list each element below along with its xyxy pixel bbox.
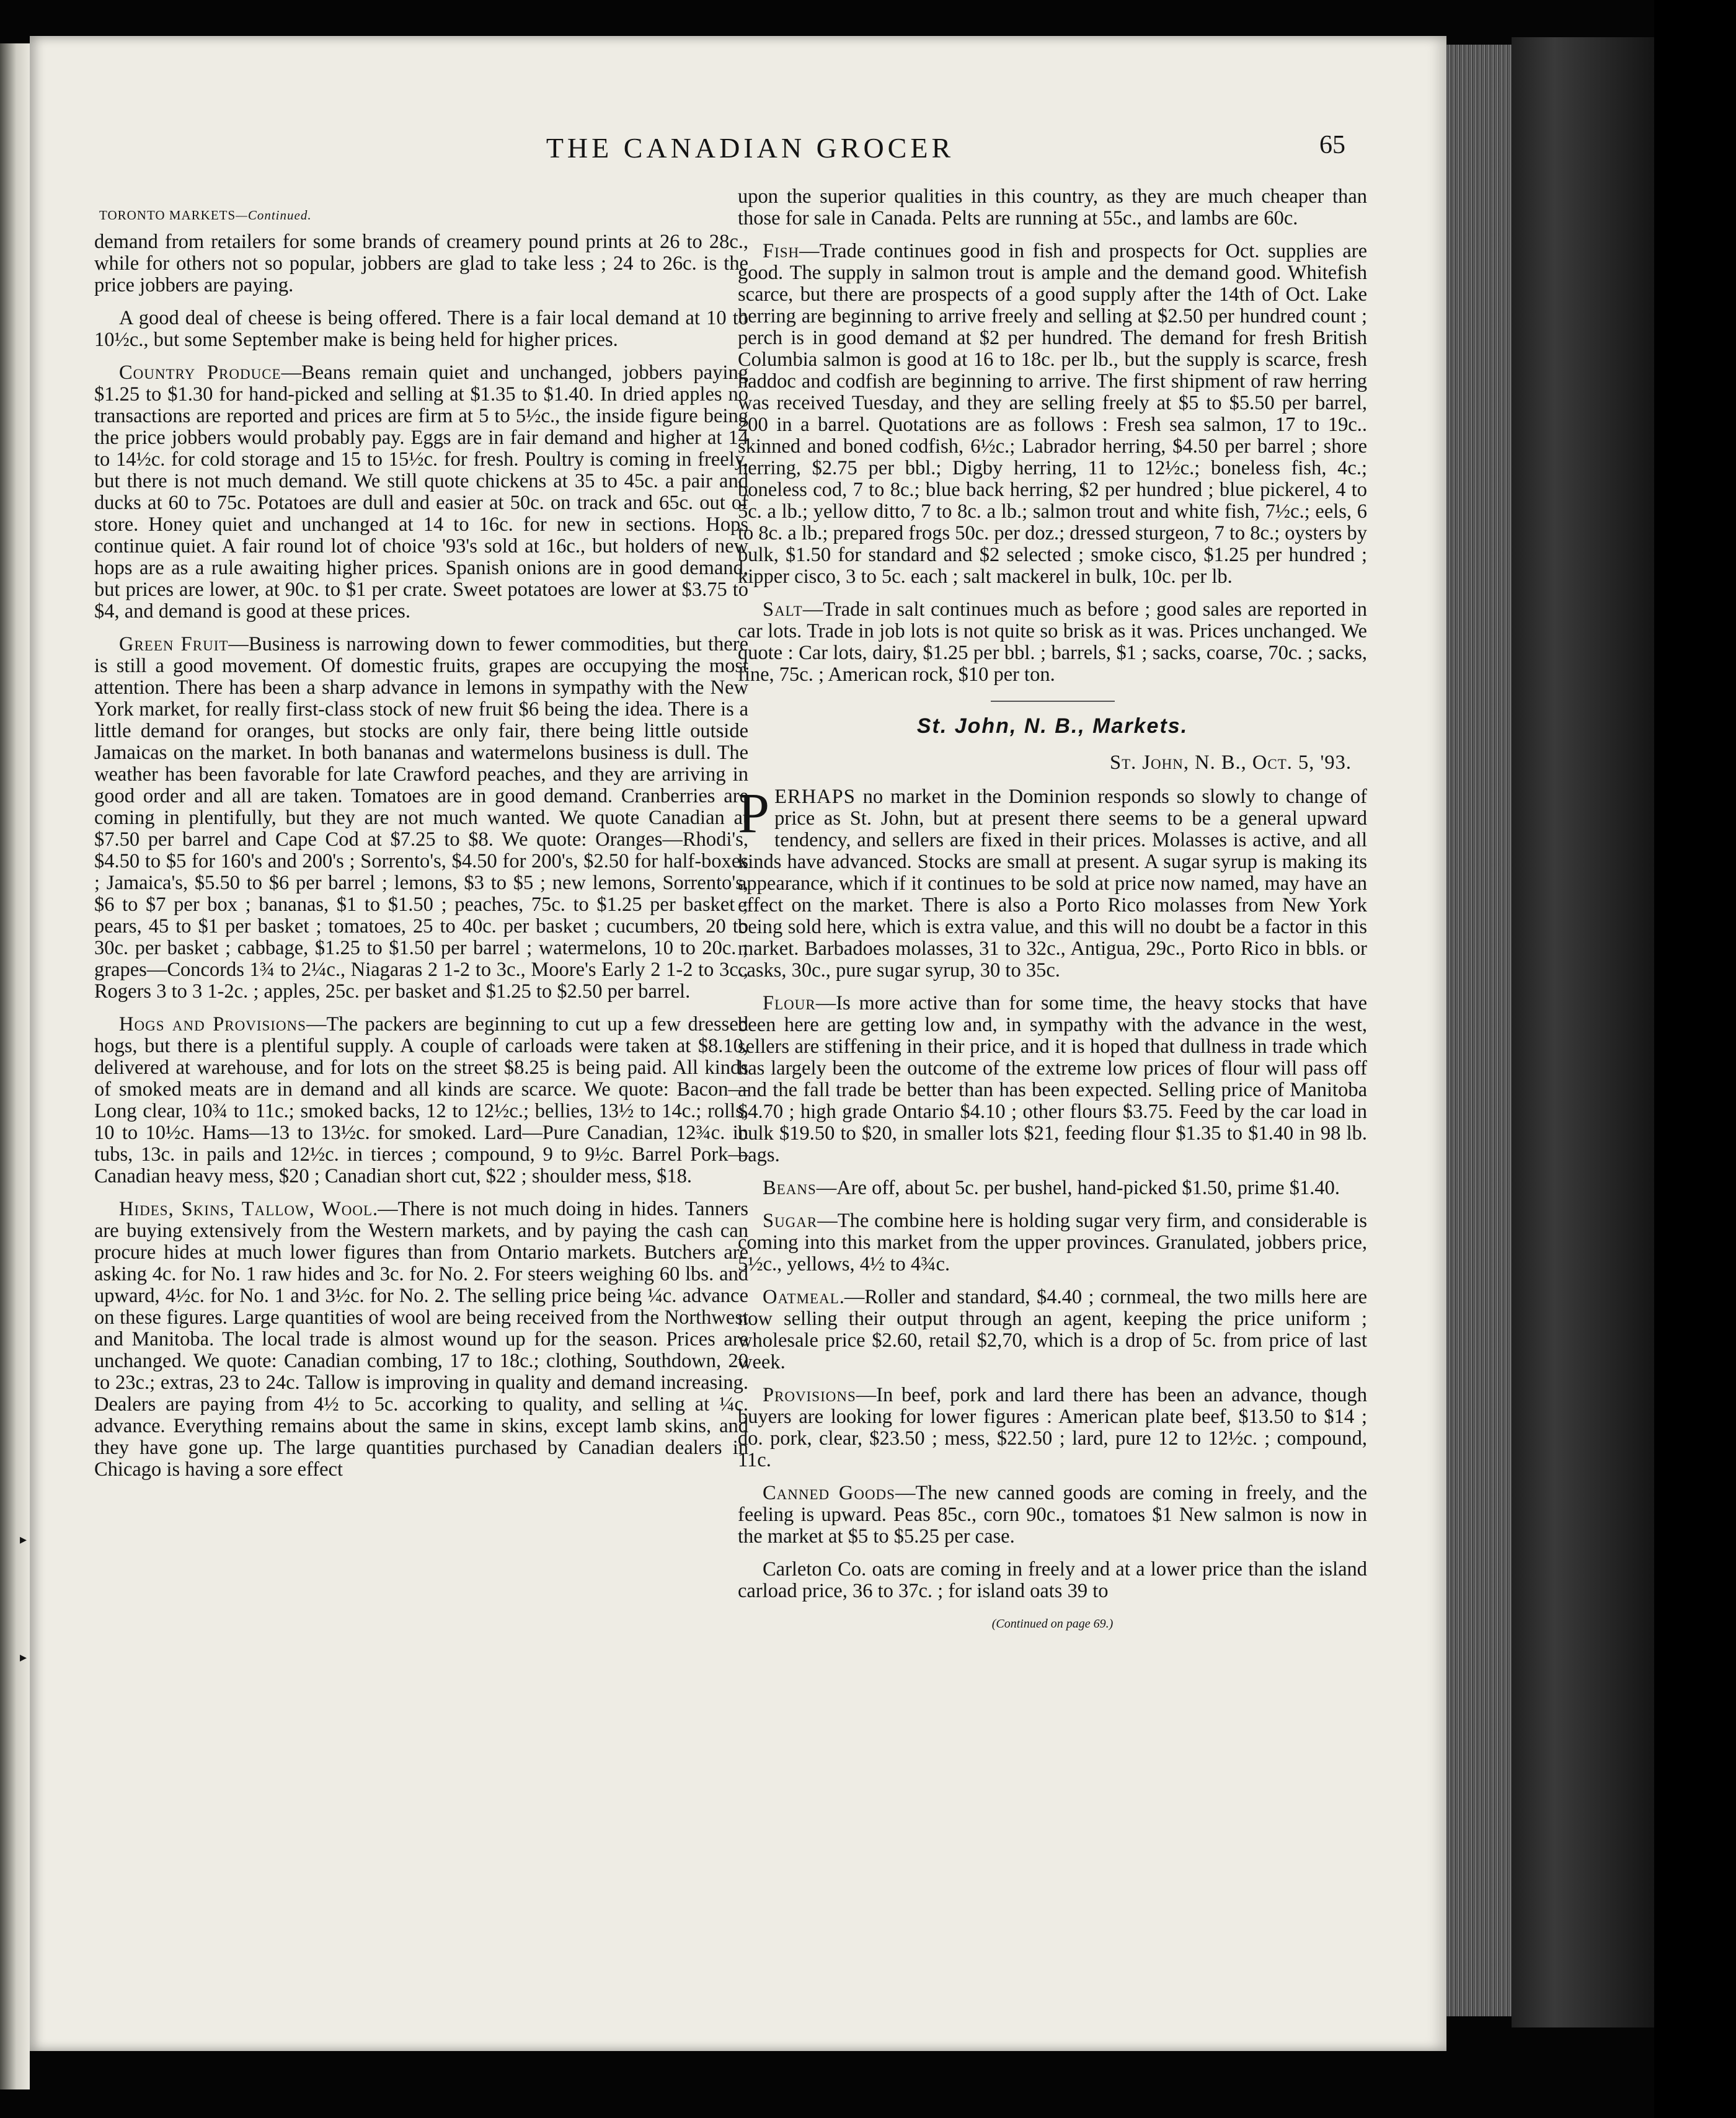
masthead-title: THE CANADIAN GROCER bbox=[546, 132, 955, 164]
drop-cap: P bbox=[738, 781, 770, 844]
section-text: —Trade continues good in fish and prospects for Oct. supplies are good. The supply in salmon trout is ample and the demand good. Whitefish scarce, but there are prospects of a good supply after the 14th of Oct. Lake herring are beginning to arrive freely and selling at $2.50 per hundred count ; perch is in good demand at $2 per hundred. The demand for fresh British Columbia salmon is good at 16 to 18c. per lb., but the supply is scarce, fresh haddoc and codfish are beginning to arrive. The first shipment of raw herring was received Tuesday, and they are selling freely at $5 to $5.50 per barrel, 200 in a barrel. Quotations are as follows : Fresh sea salmon, 17 to 19c.. skinned and boned codfish, 6½c.; Labrador herring, $4.50 per barrel ; shore herring, $2.75 per bbl.; Digby herring, 11 to 12½c.; boneless fish, 4c.; boneless cod, 7 to 8c.; blue back herring, $2 per hundred ; blue pickerel, 4 to 5c. a lb.; yellow ditto, 7 to 8c. a lb.; salmon trout and white fish, 7½c.; eels, 6 to 8c. a lb.; prepared frogs 50c. per doz.; dressed sturgeon, 7 to 8c.; oysters by bulk, $1.50 for standard and $2 selected ; smoke cisco, $1.25 per hundred ; kipper cisco, 3 to 5c. each ; salt mackerel in bulk, 10c. per lb. bbox=[738, 240, 1367, 588]
market-section bbox=[94, 1014, 748, 1187]
continued-note: (Continued on page 69.) bbox=[991, 1617, 1114, 1631]
continued-label bbox=[99, 205, 748, 226]
dateline: St. John, N. B., Oct. 5, '93. bbox=[1110, 751, 1352, 774]
section-text: —Beans remain quiet and unchanged, jobbers paying $1.25 to $1.30 for hand-picked and selling at $1.35 to $1.40. In dried apples no transactions are reported and prices are firm at 5 to 5½c., the inside figure being the price jobbers would probably pay. Eggs are in fair demand and higher at 14 to 14½c. for cold storage and 15 to 15½c. for fresh. Poultry is coming in freely, but there is not much demand. We still quote chickens at 35 to 45c. a pair and ducks at 60 to 75c. Potatoes are dull and easier at 50c. on track and 65c. out of store. Honey quiet and unchanged at 14 to 16c. for new in sections. Hops continue quiet. A fair round lot of choice '93's sold at 16c., but holders of new hops are as a rule awaiting higher prices. Spanish onions are in good demand, but prices are lower, at 90c. to $1 per crate. Sweet potatoes are lower at $3.75 to $4, and demand is good at these prices. bbox=[94, 361, 748, 623]
section-heading: Green Fruit bbox=[119, 633, 229, 655]
section-divider bbox=[991, 701, 1115, 702]
section-heading: Hogs and Provisions bbox=[119, 1013, 306, 1035]
section-heading: Provisions bbox=[763, 1384, 856, 1406]
section-heading: Flour bbox=[763, 992, 816, 1014]
stjohn-heading: St. John, N. B., Markets. bbox=[916, 714, 1189, 738]
market-section bbox=[738, 1210, 1367, 1275]
section-text: —In beef, pork and lard there has been an advance, though buyers are looking for lower figures : American plate beef, $13.50 to $14 ; do. pork, clear, $23.50 ; mess, $22.50 ; lard, pure 12 to 12½c. ; compound, 11c. bbox=[738, 1384, 1367, 1471]
section-text: —Is more active than for some time, the heavy stocks that have been here are getting low and, in sympathy with the advance in the west, sellers are stiffening in their price, and it is hoped that dullness in trade which has largely been the outcome of the extreme low prices of flour will pass off and the fall trade be better than has been expected. Selling price of Manitoba $4.70 ; high grade Ontario $4.10 ; other flours $3.75. Feed by the car load in bulk $19.50 to $20, in smaller lots $21, feeding flour $1.35 to $1.40 in 98 lb. bags. bbox=[738, 992, 1367, 1166]
facing-page-edge bbox=[0, 43, 30, 2089]
market-section bbox=[738, 1482, 1367, 1548]
market-section bbox=[94, 362, 748, 623]
market-section bbox=[738, 241, 1367, 588]
continued-section-name: TORONTO MARKETS bbox=[99, 208, 236, 223]
section-text: —The packers are beginning to cut up a few dressed hogs, but there is a plentiful supply. A couple of carloads were taken at $8.10, delivered at warehouse, and for lots on the street $8.25 is being paid. All kinds of smoked meats are in demand and all kinds are scarce. We quote: Bacon—Long clear, 10¾ to 11c.; smoked backs, 12 to 12½c.; bellies, 13½ to 14c.; rolls, 10 to 10½c. Hams—13 to 13½c. for smoked. Lard—Pure Canadian, 12¾c. in tubs, 13c. in pails and 12½c. in tierces ; compound, 9 to 9½c. Barrel Pork—Canadian heavy mess, $20 ; Canadian short cut, $22 ; shoulder mess, $18. bbox=[94, 1013, 748, 1187]
section-text: —The combine here is holding sugar very firm, and considerable is coming into this market from the upper provinces. Granulated, jobbers price, 5½c., yellows, 4½ to 4¾c. bbox=[738, 1210, 1367, 1275]
left-column bbox=[94, 205, 748, 1492]
intro-paragraph: A good deal of cheese is being offered. There is a fair local demand at 10 to 10½c., but some September make is being held for higher prices. bbox=[94, 307, 748, 351]
margin-mark: ▸ bbox=[20, 1649, 27, 1665]
market-section bbox=[738, 993, 1367, 1166]
market-section bbox=[738, 1287, 1367, 1373]
page-number: 65 bbox=[1319, 131, 1345, 159]
section-heading: Sugar bbox=[763, 1210, 818, 1232]
section-text: —The new canned goods are coming in freely, and the feeling is upward. Peas 85c., corn 90c., tomatoes $1 New salmon is now in the market at $5 to $5.25 per case. bbox=[738, 1482, 1367, 1548]
section-heading: Oatmeal bbox=[763, 1286, 839, 1308]
margin-mark: ▸ bbox=[20, 1531, 27, 1547]
market-section bbox=[94, 634, 748, 1003]
section-heading: Fish bbox=[763, 240, 800, 262]
intro-paragraph: demand from retailers for some brands of creamery pound prints at 26 to 28c., while for others not so popular, jobbers are glad to take less ; 24 to 26c. is the price jobbers are paying. bbox=[94, 231, 748, 296]
continued-suffix: —Continued. bbox=[236, 208, 312, 223]
page-stack-edges bbox=[1446, 45, 1512, 2016]
right-column bbox=[738, 186, 1367, 1635]
section-heading: Salt bbox=[763, 598, 803, 621]
market-section bbox=[738, 1177, 1367, 1199]
scan-border bbox=[1654, 0, 1736, 2118]
section-text: .—There is not much doing in hides. Tanners are buying extensively from the Western markets, and by paying the cash can procure hides at much lower figures than from Ontario markets. Butchers are asking 4c. for No. 1 raw hides and 3c. for No. 2. For steers weighing 60 lbs. and upward, 4½c. for No. 1 and 3½c. for No. 2. The selling price being ¼c. advance on these figures. Large quantities of wool are being received from the Northwest and Manitoba. The local trade is almost wound up for the season. Prices are unchanged. We quote: Canadian combing, 17 to 18c.; clothing, Southdown, 20 to 23c.; extras, 23 to 24c. Tallow is improving in quality and demand increasing. Dealers are paying from 4½ to 5c. accorking to quality, and selling at ¼c. advance. Everything remains about the same in skins, except lamb skins, and they have gone up. The large quantities purchased by Canadian dealers in Chicago is having a sore effect bbox=[94, 1198, 748, 1481]
section-text: —Trade in salt continues much as before ; good sales are reported in car lots. Trade in job lots is not quite so brisk as it was. Prices unchanged. We quote : Car lots, dairy, $1.25 per bbl. ; barrels, $1 ; sacks, coarse, 70c. ; sacks, fine, 75c. ; American rock, $10 per ton. bbox=[738, 598, 1367, 686]
market-section bbox=[94, 1199, 748, 1481]
book-binding bbox=[1512, 37, 1654, 2027]
section-heading: Hides, Skins, Tallow, Wool bbox=[119, 1198, 373, 1220]
stjohn-intro bbox=[738, 781, 1367, 981]
section-text: .—Roller and standard, $4.40 ; cornmeal, the two mills here are now selling their output through an agent, keeping the price uniform ; wholesale price $2.60, retail $2,70, which is a drop of 5c. from price of last week. bbox=[738, 1286, 1367, 1373]
lead-paragraph: upon the superior qualities in this country, as they are much cheaper than those for sale in Canada. Pelts are running at 55c., and lambs are 60c. bbox=[738, 185, 1367, 229]
closing-paragraph: Carleton Co. oats are coming in freely and at a lower price than the island carload price, 36 to 37c. ; for island oats 39 to bbox=[738, 1558, 1367, 1602]
section-heading: Country Produce bbox=[119, 361, 281, 384]
intro-smallcaps: ERHAPS bbox=[774, 786, 856, 808]
intro-text: no market in the Dominion responds so slowly to change of price as St. John, but at present there seems to be a general upward tendency, and sellers are fixed in their prices. Molasses is active, and all kinds have advanced. Stocks are small at present. A sugar syrup is making its appearance, which if it continues to be sold at price now named, may have an effect on the market. There is also a Porto Rico molasses from New York being sold here, which is extra value, and this will no doubt be a factor in this market. Barbadoes molasses, 31 to 32c., Antigua, 29c., Porto Rico in bbls. or casks, 30c., pure sugar syrup, 30 to 35c. bbox=[738, 786, 1367, 981]
market-section bbox=[738, 599, 1367, 686]
section-text: —Are off, about 5c. per bushel, hand-picked $1.50, prime $1.40. bbox=[816, 1177, 1340, 1199]
section-heading: Canned Goods bbox=[763, 1482, 895, 1504]
section-text: —Business is narrowing down to fewer commodities, but there is still a good movement. Of domestic fruits, grapes are occupying the most attention. There has been a sharp advance in lemons in sympathy with the New York market, for really first-class stock of new fruit $6 being the idea. There is a little demand for oranges, but stocks are only fair, there being little outside Jamaicas on the market. In both bananas and watermelons business is dull. The weather has been favorable for late Crawford peaches, and they are arriving in good order and all are taken. Tomatoes are in good demand. Cranberries are coming in plentifully, but they are not much wanted. We quote Canadian at $7.50 per barrel and Cape Cod at $7.25 to $8. We quote: Oranges—Rhodi's, $4.50 to $5 for 160's and 200's ; Sorrento's, $4.50 for 200's, $2.50 for half-boxes ; Jamaica's, $5.50 to $6 per barrel ; lemons, $3 to $5 ; new lemons, Sorrento's, $6 to $7 per box ; bananas, $1 to $1.50 ; peaches, 75c. to $1.25 per basket ; pears, 45 to $1 per basket ; tomatoes, 25 to 40c. per basket ; cucumbers, 20 to 30c. per basket ; cabbage, $1.25 to $1.50 per barrel ; watermelons, 10 to 20c. ; grapes—Concords 1¾ to 2¼c., Niagaras 2 1-2 to 3c., Moore's Early 2 1-2 to 3c., Rogers 3 to 3 1-2c. ; apples, 25c. per basket and $1.25 to $2.50 per barrel. bbox=[94, 633, 748, 1003]
market-section bbox=[738, 1385, 1367, 1471]
section-heading: Beans bbox=[763, 1177, 817, 1199]
